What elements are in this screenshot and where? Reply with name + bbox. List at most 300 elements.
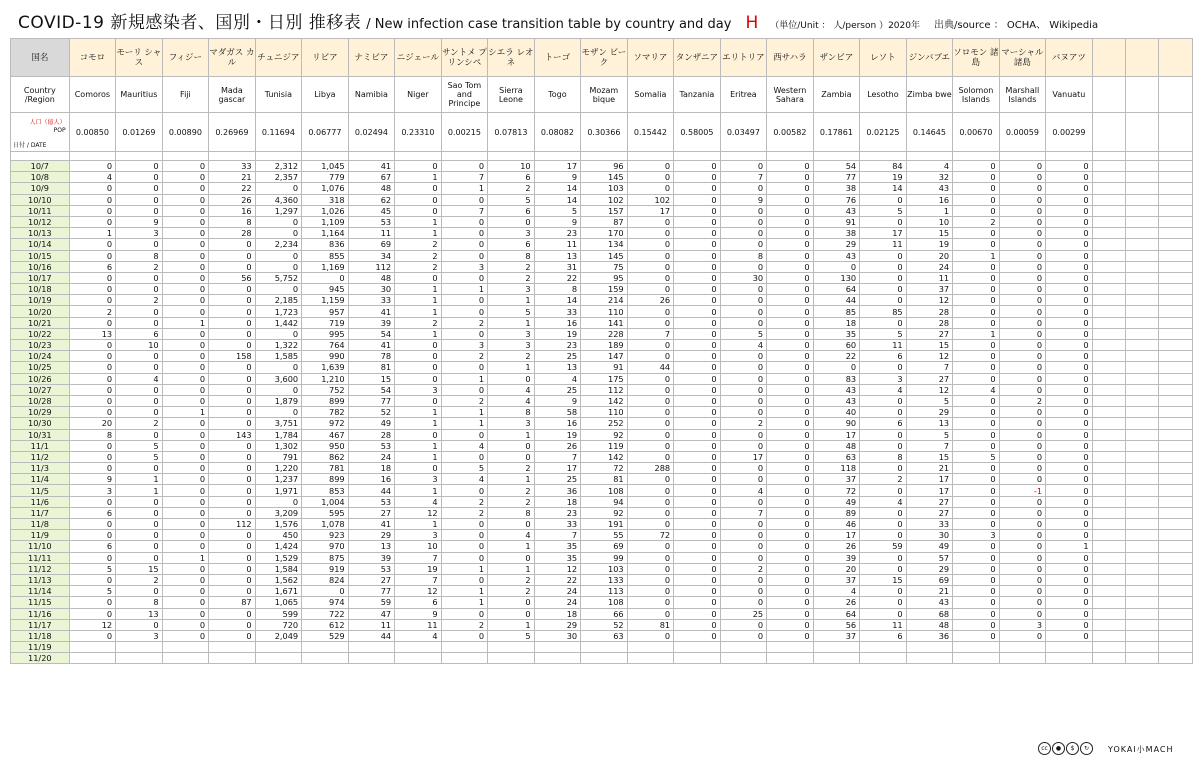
page-header [18,8,1098,38]
value-cell: 17 [906,485,953,496]
empty-cell [1126,272,1159,283]
empty-cell [1126,340,1159,351]
empty-cell [1159,328,1193,339]
value-cell: 20 [813,563,860,574]
value-cell: 0 [162,362,209,373]
value-cell: 5 [488,630,535,641]
empty-cell [1092,563,1125,574]
value-cell: 134 [581,239,628,250]
value-cell: 0 [1046,474,1093,485]
value-cell: 3 [116,228,163,239]
value-cell: 4 [488,384,535,395]
value-cell: 26 [813,597,860,608]
empty-cell [1126,161,1159,172]
value-cell: 1 [395,228,442,239]
value-cell: 0 [767,541,814,552]
spacer-cell [11,152,70,161]
value-cell: 20 [906,250,953,261]
value-cell: 0 [953,519,1000,530]
value-cell: 0 [209,608,256,619]
value-cell: 35 [534,552,581,563]
country-jp-row [11,39,1193,77]
value-cell: 28 [209,228,256,239]
value-cell: 0 [116,183,163,194]
value-cell: 24 [534,586,581,597]
value-cell: 0 [209,451,256,462]
empty-cell [1159,597,1193,608]
value-cell: 69 [348,239,395,250]
value-cell: 0 [488,608,535,619]
spacer-cell [302,152,349,161]
value-cell: 995 [302,328,349,339]
value-cell: 0 [953,306,1000,317]
value-cell: 1 [116,485,163,496]
value-cell: 0 [1046,574,1093,585]
value-cell: 0 [720,317,767,328]
value-cell: 0 [860,362,907,373]
value-cell [627,642,674,653]
value-cell: 39 [348,317,395,328]
value-cell: 0 [395,194,442,205]
value-cell: 9 [395,608,442,619]
value-cell: 1 [116,474,163,485]
population-cell: 0.00850 [69,113,116,152]
date-cell: 11/10 [11,541,70,552]
empty-cell [1159,429,1193,440]
value-cell: 4 [395,630,442,641]
value-cell [302,653,349,664]
table-row [11,161,1193,172]
empty-cell [1126,574,1159,585]
value-cell: 2 [441,351,488,362]
value-cell: 141 [581,317,628,328]
population-cell: 0.08082 [534,113,581,152]
value-cell: 28 [906,306,953,317]
value-cell [162,653,209,664]
value-cell: 37 [813,474,860,485]
value-cell: 3 [953,530,1000,541]
empty-cell [1092,474,1125,485]
value-cell: 0 [720,619,767,630]
country-en-cell: Somalia [627,77,674,113]
value-cell: 8 [488,507,535,518]
value-cell: 0 [720,228,767,239]
value-cell: 0 [441,451,488,462]
value-cell: 53 [348,216,395,227]
empty-cell [1126,608,1159,619]
value-cell: 0 [999,340,1046,351]
spacer-cell [906,152,953,161]
value-cell: 0 [999,284,1046,295]
value-cell: 0 [953,362,1000,373]
empty-cell [1126,653,1159,664]
value-cell: 2 [395,317,442,328]
empty-cell [1159,295,1193,306]
population-cell: 0.00582 [767,113,814,152]
value-cell: 0 [953,496,1000,507]
value-cell: 43 [906,597,953,608]
empty-cell [1159,239,1193,250]
value-cell: 4 [441,474,488,485]
value-cell: 974 [302,597,349,608]
value-cell: 2 [488,272,535,283]
value-cell: 0 [674,295,721,306]
empty-cell [1159,205,1193,216]
value-cell: 0 [395,463,442,474]
value-cell: 2 [116,418,163,429]
value-cell: 0 [209,552,256,563]
value-cell: 0 [162,519,209,530]
value-cell: 7 [395,552,442,563]
spacer-row [11,152,1193,161]
value-cell: 0 [767,205,814,216]
value-cell: 0 [860,429,907,440]
value-cell: 0 [953,194,1000,205]
value-cell: 0 [627,563,674,574]
value-cell: 0 [999,205,1046,216]
value-cell: 0 [720,295,767,306]
date-cell: 10/15 [11,250,70,261]
empty-cell [1092,541,1125,552]
value-cell: 862 [302,451,349,462]
value-cell: 0 [720,183,767,194]
value-cell: 0 [627,317,674,328]
value-cell: 0 [953,507,1000,518]
value-cell: 0 [674,172,721,183]
value-cell: 0 [116,507,163,518]
value-cell: 0 [162,608,209,619]
value-cell: 0 [69,205,116,216]
value-cell: 1 [441,284,488,295]
value-cell: 22 [534,272,581,283]
empty-cell [1159,463,1193,474]
value-cell: 0 [627,552,674,563]
value-cell: 2 [116,295,163,306]
country-en-cell: Zambia [813,77,860,113]
value-cell: 0 [1046,608,1093,619]
value-cell: 2 [395,239,442,250]
value-cell: 44 [348,485,395,496]
country-en-cell: Niger [395,77,442,113]
value-cell: 26 [627,295,674,306]
value-cell: 0 [720,440,767,451]
value-cell: 0 [860,463,907,474]
value-cell: 3 [488,418,535,429]
value-cell: 3 [441,261,488,272]
value-cell: 0 [162,574,209,585]
value-cell: 0 [69,272,116,283]
value-cell: 33 [209,161,256,172]
value-cell: 40 [813,407,860,418]
value-cell: 2 [441,496,488,507]
population-cell: 0.11694 [255,113,302,152]
value-cell: 1 [906,205,953,216]
value-cell: 781 [302,463,349,474]
value-cell [860,642,907,653]
value-cell: 2 [488,574,535,585]
value-cell: 0 [953,541,1000,552]
value-cell: 9 [534,172,581,183]
value-cell: 1,109 [302,216,349,227]
value-cell: 0 [674,228,721,239]
value-cell: 49 [813,496,860,507]
empty-cell [1159,194,1193,205]
value-cell: 0 [999,261,1046,272]
value-cell: 1 [395,284,442,295]
value-cell: 0 [767,272,814,283]
empty-cell [1126,519,1159,530]
value-cell: 49 [348,418,395,429]
empty-cell [1092,463,1125,474]
value-cell: 1 [441,597,488,608]
value-cell: 0 [441,519,488,530]
table-row [11,328,1193,339]
value-cell: 16 [534,418,581,429]
value-cell: 0 [116,317,163,328]
value-cell: 0 [209,407,256,418]
table-row [11,463,1193,474]
table-row [11,228,1193,239]
value-cell: 38 [813,183,860,194]
table-row [11,284,1193,295]
value-cell [674,642,721,653]
value-cell: 612 [302,619,349,630]
value-cell: 0 [720,261,767,272]
value-cell: 0 [488,451,535,462]
page-subtitle: / New infection case transition table by country and day [366,17,732,32]
value-cell: 0 [441,485,488,496]
value-cell: 0 [69,496,116,507]
value-cell: 3 [488,284,535,295]
value-cell: 43 [906,183,953,194]
value-cell: 0 [162,630,209,641]
value-cell: 34 [348,250,395,261]
value-cell: 0 [999,552,1046,563]
empty-cell [1126,384,1159,395]
value-cell: 0 [116,351,163,362]
value-cell: 29 [906,407,953,418]
empty-cell [1159,362,1193,373]
value-cell: 0 [953,474,1000,485]
value-cell: 1,237 [255,474,302,485]
value-cell [348,653,395,664]
value-cell: 17 [627,205,674,216]
value-cell: 1 [441,418,488,429]
value-cell: 0 [674,552,721,563]
value-cell: 779 [302,172,349,183]
value-cell: 0 [69,395,116,406]
value-cell: 0 [441,250,488,261]
empty-cell [1092,306,1125,317]
population-cell: 0.02494 [348,113,395,152]
empty-cell [1092,194,1125,205]
empty-cell [1159,507,1193,518]
date-cell: 10/14 [11,239,70,250]
value-cell: 0 [953,418,1000,429]
value-cell: 6 [488,172,535,183]
value-cell: 0 [767,194,814,205]
value-cell: 0 [69,239,116,250]
value-cell: 0 [627,228,674,239]
value-cell: 15 [906,228,953,239]
value-cell: 25 [534,384,581,395]
value-cell: 27 [906,328,953,339]
value-cell: 0 [953,228,1000,239]
value-cell [581,642,628,653]
value-cell: 0 [674,597,721,608]
value-cell: 0 [69,463,116,474]
empty-cell [1092,653,1125,664]
empty-cell [1126,440,1159,451]
table-row [11,216,1193,227]
table-row [11,418,1193,429]
value-cell: 15 [348,373,395,384]
spacer-cell [674,152,721,161]
sa-icon: ↻ [1080,742,1093,755]
value-cell: 12 [906,295,953,306]
value-cell: 0 [627,630,674,641]
value-cell: 1,562 [255,574,302,585]
value-cell: 0 [162,507,209,518]
value-cell: 0 [674,261,721,272]
value-cell: 0 [767,306,814,317]
value-cell: 87 [581,216,628,227]
empty-cell [1126,586,1159,597]
value-cell: 0 [1046,239,1093,250]
value-cell: 0 [674,250,721,261]
value-cell: 0 [209,373,256,384]
value-cell: 0 [674,507,721,518]
value-cell: 143 [209,429,256,440]
value-cell: 4 [813,586,860,597]
value-cell: 0 [767,440,814,451]
value-cell: 0 [674,496,721,507]
value-cell: 0 [441,216,488,227]
value-cell: 0 [999,496,1046,507]
table-row [11,519,1193,530]
value-cell: 108 [581,597,628,608]
empty-cell [1126,463,1159,474]
population-cell: 0.15442 [627,113,674,152]
value-cell: 53 [348,496,395,507]
value-cell: 2 [488,261,535,272]
value-cell: 1 [441,586,488,597]
value-cell: 0 [627,586,674,597]
value-cell: 0 [767,608,814,619]
value-cell: 7 [906,362,953,373]
value-cell: 0 [674,440,721,451]
value-cell: 252 [581,418,628,429]
value-cell: 0 [627,474,674,485]
value-cell: 0 [209,474,256,485]
value-cell: 0 [116,205,163,216]
value-cell: 0 [674,619,721,630]
value-cell: 0 [767,328,814,339]
value-cell: 175 [581,373,628,384]
empty-cell [1092,152,1125,161]
value-cell: 7 [627,328,674,339]
empty-cell [1092,530,1125,541]
value-cell: 288 [627,463,674,474]
value-cell: 77 [348,586,395,597]
country-en-cell: Mozam bique [581,77,628,113]
country-jp-cell: マーシャル 諸島 [999,39,1046,77]
value-cell: 0 [627,507,674,518]
empty-cell [1126,485,1159,496]
value-cell: 0 [69,351,116,362]
country-jp-cell: バヌアツ [1046,39,1093,77]
population-cell: 0.07813 [488,113,535,152]
value-cell: 23 [534,340,581,351]
date-cell: 11/6 [11,496,70,507]
value-cell: 0 [441,574,488,585]
date-cell: 11/11 [11,552,70,563]
value-cell: 0 [674,340,721,351]
date-cell: 10/29 [11,407,70,418]
value-cell: 0 [860,407,907,418]
table-row [11,496,1193,507]
value-cell: 0 [767,216,814,227]
value-cell: 0 [395,373,442,384]
value-cell: 30 [906,530,953,541]
country-jp-cell: シエラ レオネ [488,39,535,77]
value-cell: 950 [302,440,349,451]
value-cell: 4 [906,161,953,172]
value-cell [255,653,302,664]
value-cell: 0 [627,183,674,194]
value-cell: 81 [348,362,395,373]
value-cell: 1,065 [255,597,302,608]
value-cell: 41 [348,161,395,172]
country-jp-cell: リビア [302,39,349,77]
value-cell: 0 [767,340,814,351]
value-cell: 4 [860,496,907,507]
value-cell: 75 [581,261,628,272]
empty-cell [1159,272,1193,283]
value-cell: 0 [720,530,767,541]
value-cell: 0 [209,340,256,351]
empty-cell [1092,642,1125,653]
value-cell: 0 [69,194,116,205]
empty-cell [1126,183,1159,194]
value-cell: 0 [720,597,767,608]
empty-cell [1126,362,1159,373]
value-cell: 0 [162,284,209,295]
value-cell: 0 [953,395,1000,406]
value-cell: 0 [69,440,116,451]
value-cell: 1,220 [255,463,302,474]
empty-cell [1126,429,1159,440]
value-cell: 6 [69,261,116,272]
value-cell: 0 [1046,563,1093,574]
value-cell: 0 [441,228,488,239]
value-cell: 0 [1046,205,1093,216]
empty-cell [1159,418,1193,429]
value-cell: 158 [209,351,256,362]
value-cell [69,642,116,653]
value-cell: 0 [209,261,256,272]
empty-cell [1126,306,1159,317]
value-cell: 0 [860,295,907,306]
value-cell: 14 [534,194,581,205]
value-cell: 1 [488,563,535,574]
value-cell [767,653,814,664]
value-cell: 6 [69,541,116,552]
value-cell: 102 [627,194,674,205]
value-cell: 6 [860,351,907,362]
date-cell: 11/12 [11,563,70,574]
value-cell: 0 [69,183,116,194]
